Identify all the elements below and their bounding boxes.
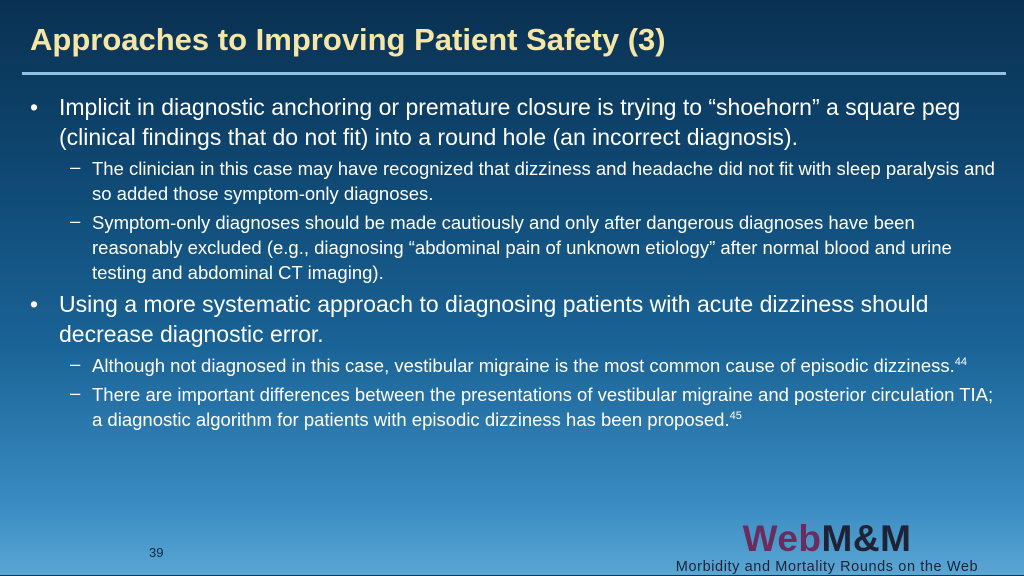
- bullet-text: Using a more systematic approach to diagnosing patients with acute dizziness should decrease diagnostic error.: [59, 291, 929, 347]
- page-number: 39: [149, 545, 164, 560]
- bullet-text: Implicit in diagnostic anchoring or premature closure is trying to “shoehorn” a square peg (clinical findings that do not fit) into a round hole (an incorrect diagnosis).: [59, 94, 961, 150]
- slide-content: [30, 92, 1000, 436]
- sub-bullet-item: [30, 210, 1000, 285]
- reference-superscript: 45: [729, 410, 742, 422]
- sub-bullet-text: Although not diagnosed in this case, vestibular migraine is the most common cause of episodic dizziness.: [92, 355, 955, 376]
- logo-tagline: Morbidity and Mortality Rounds on the Web: [675, 559, 979, 575]
- sub-bullet-text: Symptom-only diagnoses should be made cautiously and only after dangerous diagnoses have been reasonably excluded (e.g., diagnosing “abdominal pain of unknown etiology” after normal blood and urine testing and abdominal CT imaging).: [92, 212, 952, 283]
- dash-icon: –: [70, 353, 81, 374]
- sub-bullet-text: The clinician in this case may have recognized that dizziness and headache did not fit with sleep paralysis and so added those symptom-only diagnoses.: [92, 158, 995, 204]
- sub-bullet-item: [30, 353, 1000, 378]
- dash-icon: –: [70, 156, 81, 177]
- sub-bullet-item: [30, 382, 1000, 432]
- reference-superscript: 44: [954, 356, 968, 368]
- webmm-logo: [642, 520, 1012, 576]
- dash-icon: –: [70, 210, 81, 231]
- logo-web-text: Web: [742, 518, 822, 559]
- sub-bullet-text: There are important differences between the presentations of vestibular migraine and posterior circulation TIA; a diagnostic algorithm for patients with episodic dizziness has been proposed.: [92, 384, 994, 430]
- bullet-item: [30, 289, 1000, 349]
- slide-title: Approaches to Improving Patient Safety (3): [30, 22, 666, 57]
- bullet-icon: •: [30, 291, 39, 317]
- title-divider: [22, 72, 1006, 75]
- logo-mm-text: M&M: [821, 518, 912, 559]
- dash-icon: –: [70, 382, 81, 403]
- sub-bullet-item: [30, 156, 1000, 206]
- bullet-icon: •: [30, 94, 39, 120]
- bullet-item: [30, 92, 1000, 152]
